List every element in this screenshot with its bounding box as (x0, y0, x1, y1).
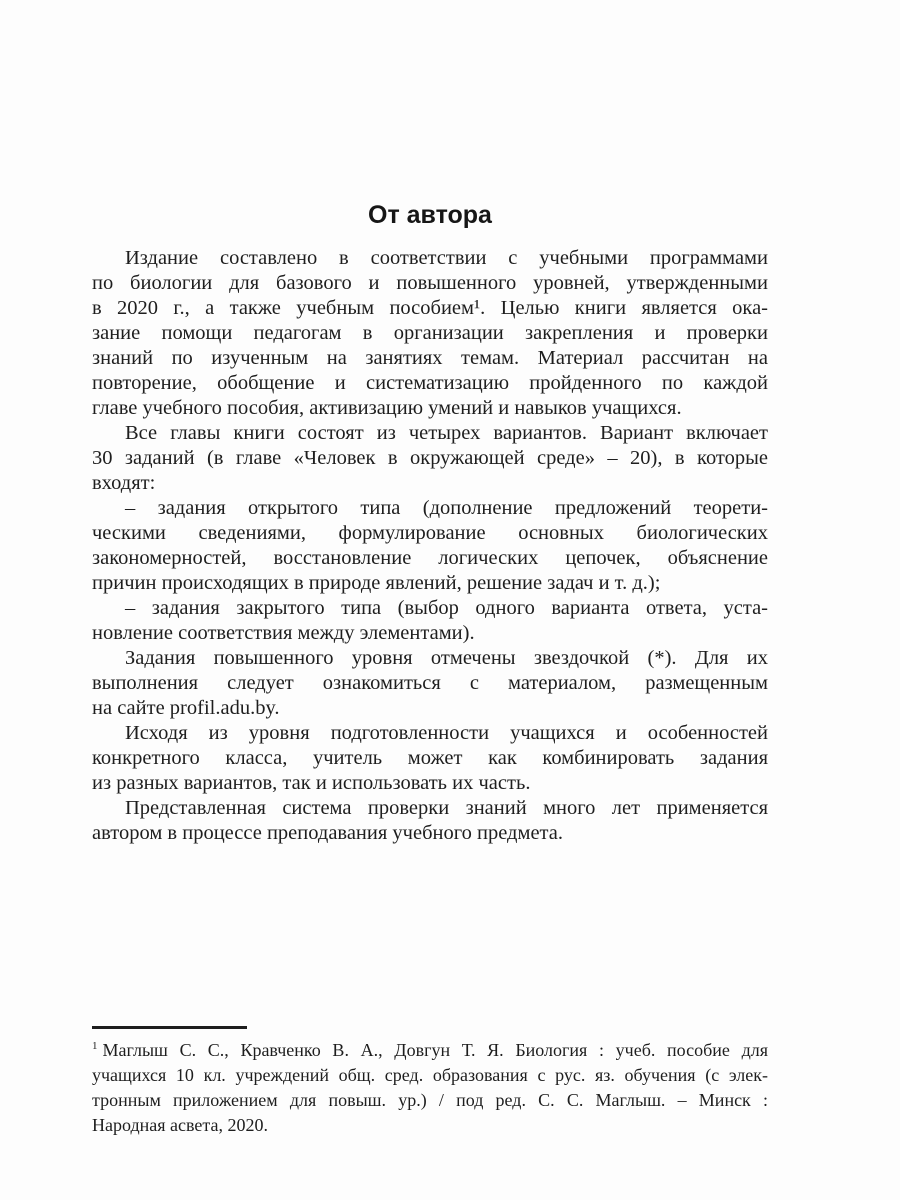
text-line: Издание составлено в соответствии с учебными программами (125, 247, 768, 269)
text-line: главе учебного пособия, активизацию умений и навыков учащихся. (92, 397, 682, 419)
footnote-line: $^1$ Маглыш С. С., Кравченко В. А., Довгун Т. Я. Биология : учеб. пособие для (92, 1040, 768, 1060)
text-line: 30 заданий (в главе «Человек в окружающей среде» – 20), в которые (92, 447, 768, 469)
text-line: по биологии для базового и повышенного уровней, утвержденными (92, 272, 768, 294)
text-line: Исходя из уровня подготовленности учащихся и особенностей (125, 722, 768, 744)
text-line: зание помощи педагогам в организации закрепления и проверки (92, 322, 768, 344)
footnote-text (92, 1038, 768, 1138)
text-line: выполнения следует ознакомиться с материалом, размещенным (92, 672, 768, 694)
text-line: входят: (92, 472, 156, 494)
text-line: Представленная система проверки знаний много лет применяется (125, 797, 768, 819)
text-line: на сайте profil.adu.by. (92, 697, 280, 719)
text-line: Все главы книги состоят из четырех вариантов. Вариант включает (125, 422, 768, 444)
text-line: повторение, обобщение и систематизацию пройденного по каждой (92, 372, 768, 394)
footnote-line: Народная асвета, 2020. (92, 1115, 268, 1135)
footnote (92, 1026, 768, 1138)
text-line: – задания закрытого типа (выбор одного варианта ответа, уста- (125, 597, 768, 619)
footnote-line: тронным приложением для повыш. ур.) / под ред. С. С. Маглыш. – Минск : (92, 1090, 768, 1110)
text-line: новление соответствия между элементами). (92, 622, 475, 644)
text-line: – задания открытого типа (дополнение предложений теорети- (125, 497, 768, 519)
text-line: Задания повышенного уровня отмечены звездочкой (*). Для их (125, 647, 768, 669)
page-title: От автора (368, 201, 492, 229)
footnote-marker: 1 (92, 1040, 98, 1052)
text-line: из разных вариантов, так и использовать их часть. (92, 772, 531, 794)
text-line: причин происходящих в природе явлений, решение задач и т. д.); (92, 572, 661, 594)
footnote-divider (92, 1026, 247, 1029)
text-line: знаний по изученным на занятиях темам. Материал рассчитан на (92, 347, 768, 369)
footnote-line: учащихся 10 кл. учреждений общ. сред. образования с рус. яз. обучения (с элек- (92, 1065, 768, 1085)
text-line: в 2020 г., а также учебным пособием¹. Целью книги является ока- (92, 297, 768, 319)
text-line: закономерностей, восстановление логических цепочек, объяснение (92, 547, 768, 569)
text-line: конкретного класса, учитель может как комбинировать задания (92, 747, 768, 769)
body-text (92, 246, 768, 846)
text-line: автором в процессе преподавания учебного предмета. (92, 822, 563, 844)
text-line: ческими сведениями, формулирование основных биологических (92, 522, 768, 544)
